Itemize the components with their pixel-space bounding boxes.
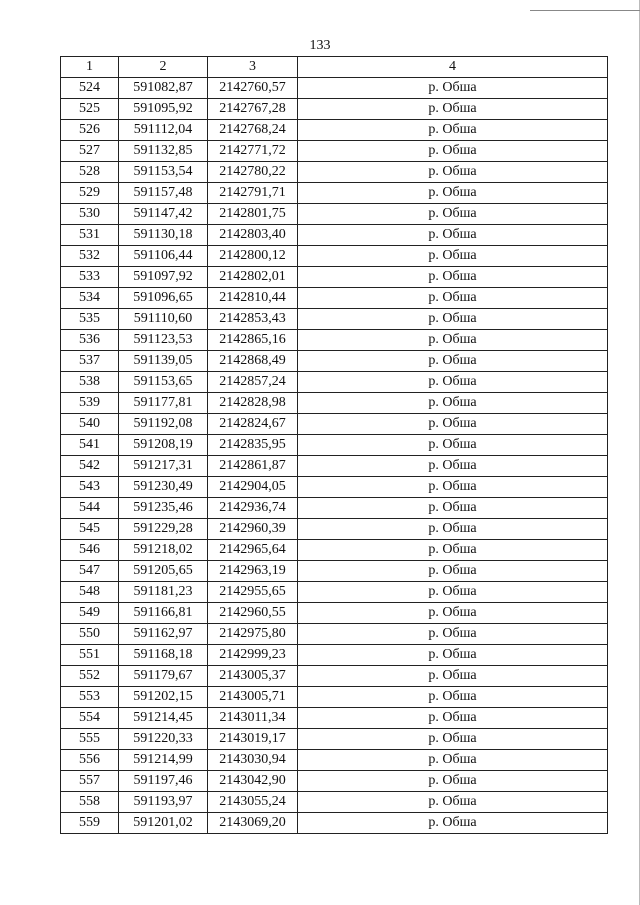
description-cell: р. Обша	[298, 351, 608, 372]
y-coordinate-cell: 2142960,55	[208, 603, 298, 624]
table-row	[61, 750, 608, 771]
point-number-cell: 525	[61, 99, 119, 120]
description-cell: р. Обша	[298, 603, 608, 624]
table-row	[61, 204, 608, 225]
y-coordinate-cell: 2142767,28	[208, 99, 298, 120]
point-number-cell: 540	[61, 414, 119, 435]
point-number-cell: 538	[61, 372, 119, 393]
page-corner-tick	[530, 10, 640, 11]
x-coordinate-cell: 591096,65	[119, 288, 208, 309]
point-number-cell: 526	[61, 120, 119, 141]
header-cell-1: 1	[61, 57, 119, 78]
description-cell: р. Обша	[298, 750, 608, 771]
description-cell: р. Обша	[298, 204, 608, 225]
table-row	[61, 372, 608, 393]
y-coordinate-cell: 2142803,40	[208, 225, 298, 246]
y-coordinate-cell: 2142904,05	[208, 477, 298, 498]
point-number-cell: 545	[61, 519, 119, 540]
x-coordinate-cell: 591229,28	[119, 519, 208, 540]
y-coordinate-cell: 2143005,37	[208, 666, 298, 687]
description-cell: р. Обша	[298, 246, 608, 267]
x-coordinate-cell: 591181,23	[119, 582, 208, 603]
table-body	[61, 78, 608, 834]
x-coordinate-cell: 591201,02	[119, 813, 208, 834]
description-cell: р. Обша	[298, 666, 608, 687]
y-coordinate-cell: 2142965,64	[208, 540, 298, 561]
table-row	[61, 183, 608, 204]
point-number-cell: 539	[61, 393, 119, 414]
y-coordinate-cell: 2143055,24	[208, 792, 298, 813]
table-row	[61, 435, 608, 456]
description-cell: р. Обша	[298, 624, 608, 645]
coordinates-table	[60, 56, 608, 834]
x-coordinate-cell: 591110,60	[119, 309, 208, 330]
description-cell: р. Обша	[298, 519, 608, 540]
point-number-cell: 532	[61, 246, 119, 267]
point-number-cell: 536	[61, 330, 119, 351]
table-row	[61, 246, 608, 267]
point-number-cell: 537	[61, 351, 119, 372]
point-number-cell: 552	[61, 666, 119, 687]
x-coordinate-cell: 591214,45	[119, 708, 208, 729]
table-row	[61, 792, 608, 813]
description-cell: р. Обша	[298, 288, 608, 309]
table-row	[61, 288, 608, 309]
y-coordinate-cell: 2142768,24	[208, 120, 298, 141]
point-number-cell: 549	[61, 603, 119, 624]
x-coordinate-cell: 591193,97	[119, 792, 208, 813]
y-coordinate-cell: 2142999,23	[208, 645, 298, 666]
description-cell: р. Обша	[298, 477, 608, 498]
y-coordinate-cell: 2142975,80	[208, 624, 298, 645]
header-cell-4: 4	[298, 57, 608, 78]
y-coordinate-cell: 2142955,65	[208, 582, 298, 603]
description-cell: р. Обша	[298, 582, 608, 603]
description-cell: р. Обша	[298, 792, 608, 813]
x-coordinate-cell: 591106,44	[119, 246, 208, 267]
point-number-cell: 527	[61, 141, 119, 162]
table-row	[61, 456, 608, 477]
point-number-cell: 544	[61, 498, 119, 519]
point-number-cell: 530	[61, 204, 119, 225]
point-number-cell: 555	[61, 729, 119, 750]
table-row	[61, 687, 608, 708]
description-cell: р. Обша	[298, 729, 608, 750]
table-row	[61, 225, 608, 246]
x-coordinate-cell: 591230,49	[119, 477, 208, 498]
header-row	[61, 57, 608, 78]
y-coordinate-cell: 2142853,43	[208, 309, 298, 330]
x-coordinate-cell: 591123,53	[119, 330, 208, 351]
x-coordinate-cell: 591153,54	[119, 162, 208, 183]
description-cell: р. Обша	[298, 78, 608, 99]
x-coordinate-cell: 591218,02	[119, 540, 208, 561]
x-coordinate-cell: 591197,46	[119, 771, 208, 792]
description-cell: р. Обша	[298, 435, 608, 456]
description-cell: р. Обша	[298, 372, 608, 393]
description-cell: р. Обша	[298, 687, 608, 708]
x-coordinate-cell: 591097,92	[119, 267, 208, 288]
description-cell: р. Обша	[298, 330, 608, 351]
description-cell: р. Обша	[298, 141, 608, 162]
x-coordinate-cell: 591095,92	[119, 99, 208, 120]
header-cell-3: 3	[208, 57, 298, 78]
point-number-cell: 542	[61, 456, 119, 477]
page-number: 133	[309, 38, 331, 53]
description-cell: р. Обша	[298, 225, 608, 246]
table-row	[61, 771, 608, 792]
table-header	[61, 57, 608, 78]
table-row	[61, 351, 608, 372]
point-number-cell: 553	[61, 687, 119, 708]
point-number-cell: 529	[61, 183, 119, 204]
table-row	[61, 813, 608, 834]
x-coordinate-cell: 591082,87	[119, 78, 208, 99]
y-coordinate-cell: 2142828,98	[208, 393, 298, 414]
point-number-cell: 541	[61, 435, 119, 456]
table-row	[61, 540, 608, 561]
y-coordinate-cell: 2142936,74	[208, 498, 298, 519]
y-coordinate-cell: 2142824,67	[208, 414, 298, 435]
x-coordinate-cell: 591162,97	[119, 624, 208, 645]
table-row	[61, 120, 608, 141]
y-coordinate-cell: 2142960,39	[208, 519, 298, 540]
header-cell-2: 2	[119, 57, 208, 78]
y-coordinate-cell: 2143019,17	[208, 729, 298, 750]
table-row	[61, 498, 608, 519]
x-coordinate-cell: 591192,08	[119, 414, 208, 435]
x-coordinate-cell: 591153,65	[119, 372, 208, 393]
x-coordinate-cell: 591220,33	[119, 729, 208, 750]
table-row	[61, 519, 608, 540]
description-cell: р. Обша	[298, 414, 608, 435]
y-coordinate-cell: 2143011,34	[208, 708, 298, 729]
point-number-cell: 550	[61, 624, 119, 645]
table-row	[61, 414, 608, 435]
point-number-cell: 547	[61, 561, 119, 582]
y-coordinate-cell: 2143030,94	[208, 750, 298, 771]
description-cell: р. Обша	[298, 120, 608, 141]
x-coordinate-cell: 591112,04	[119, 120, 208, 141]
x-coordinate-cell: 591157,48	[119, 183, 208, 204]
table-row	[61, 624, 608, 645]
table-row	[61, 141, 608, 162]
x-coordinate-cell: 591217,31	[119, 456, 208, 477]
description-cell: р. Обша	[298, 645, 608, 666]
x-coordinate-cell: 591235,46	[119, 498, 208, 519]
x-coordinate-cell: 591147,42	[119, 204, 208, 225]
point-number-cell: 556	[61, 750, 119, 771]
y-coordinate-cell: 2143005,71	[208, 687, 298, 708]
x-coordinate-cell: 591179,67	[119, 666, 208, 687]
point-number-cell: 554	[61, 708, 119, 729]
description-cell: р. Обша	[298, 309, 608, 330]
table-row	[61, 603, 608, 624]
description-cell: р. Обша	[298, 162, 608, 183]
x-coordinate-cell: 591208,19	[119, 435, 208, 456]
description-cell: р. Обша	[298, 771, 608, 792]
table-row	[61, 99, 608, 120]
y-coordinate-cell: 2142868,49	[208, 351, 298, 372]
x-coordinate-cell: 591139,05	[119, 351, 208, 372]
description-cell: р. Обша	[298, 561, 608, 582]
y-coordinate-cell: 2142780,22	[208, 162, 298, 183]
point-number-cell: 535	[61, 309, 119, 330]
y-coordinate-cell: 2143069,20	[208, 813, 298, 834]
point-number-cell: 548	[61, 582, 119, 603]
x-coordinate-cell: 591166,81	[119, 603, 208, 624]
description-cell: р. Обша	[298, 183, 608, 204]
y-coordinate-cell: 2142771,72	[208, 141, 298, 162]
description-cell: р. Обша	[298, 813, 608, 834]
y-coordinate-cell: 2142791,71	[208, 183, 298, 204]
description-cell: р. Обша	[298, 393, 608, 414]
point-number-cell: 557	[61, 771, 119, 792]
description-cell: р. Обша	[298, 267, 608, 288]
y-coordinate-cell: 2142865,16	[208, 330, 298, 351]
x-coordinate-cell: 591205,65	[119, 561, 208, 582]
y-coordinate-cell: 2142801,75	[208, 204, 298, 225]
description-cell: р. Обша	[298, 498, 608, 519]
table-row	[61, 78, 608, 99]
y-coordinate-cell: 2143042,90	[208, 771, 298, 792]
table-row	[61, 309, 608, 330]
x-coordinate-cell: 591214,99	[119, 750, 208, 771]
point-number-cell: 534	[61, 288, 119, 309]
point-number-cell: 558	[61, 792, 119, 813]
x-coordinate-cell: 591168,18	[119, 645, 208, 666]
table-row	[61, 393, 608, 414]
table-row	[61, 729, 608, 750]
x-coordinate-cell: 591202,15	[119, 687, 208, 708]
description-cell: р. Обша	[298, 540, 608, 561]
y-coordinate-cell: 2142800,12	[208, 246, 298, 267]
y-coordinate-cell: 2142802,01	[208, 267, 298, 288]
point-number-cell: 528	[61, 162, 119, 183]
x-coordinate-cell: 591132,85	[119, 141, 208, 162]
y-coordinate-cell: 2142835,95	[208, 435, 298, 456]
y-coordinate-cell: 2142760,57	[208, 78, 298, 99]
table-row	[61, 162, 608, 183]
description-cell: р. Обша	[298, 456, 608, 477]
x-coordinate-cell: 591177,81	[119, 393, 208, 414]
point-number-cell: 531	[61, 225, 119, 246]
point-number-cell: 533	[61, 267, 119, 288]
point-number-cell: 546	[61, 540, 119, 561]
y-coordinate-cell: 2142963,19	[208, 561, 298, 582]
table-row	[61, 330, 608, 351]
table-row	[61, 267, 608, 288]
table-row	[61, 582, 608, 603]
y-coordinate-cell: 2142857,24	[208, 372, 298, 393]
table-row	[61, 666, 608, 687]
y-coordinate-cell: 2142810,44	[208, 288, 298, 309]
table-row	[61, 477, 608, 498]
table-row	[61, 645, 608, 666]
description-cell: р. Обша	[298, 99, 608, 120]
point-number-cell: 551	[61, 645, 119, 666]
x-coordinate-cell: 591130,18	[119, 225, 208, 246]
point-number-cell: 543	[61, 477, 119, 498]
table-row	[61, 561, 608, 582]
table-row	[61, 708, 608, 729]
y-coordinate-cell: 2142861,87	[208, 456, 298, 477]
description-cell: р. Обша	[298, 708, 608, 729]
point-number-cell: 524	[61, 78, 119, 99]
point-number-cell: 559	[61, 813, 119, 834]
